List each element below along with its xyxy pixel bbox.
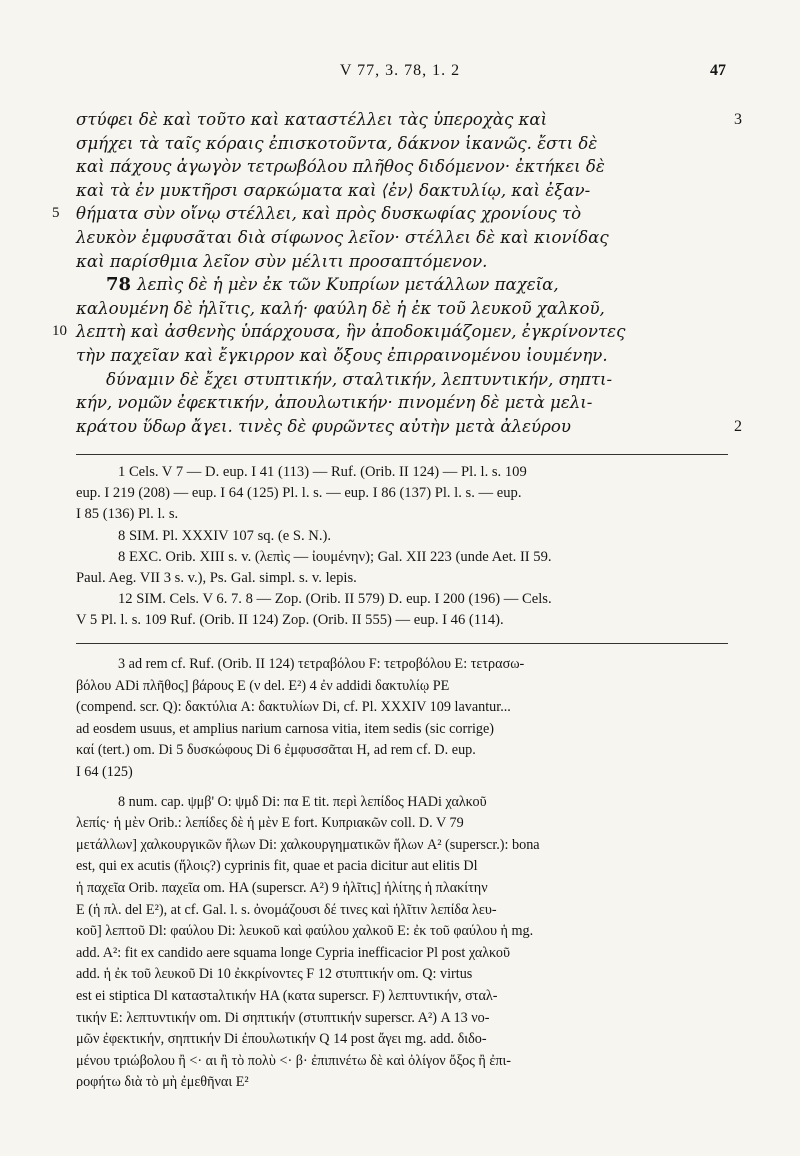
text-line-content [76,202,581,226]
text-line-content [76,344,608,368]
testimonia-line: 12 SIM. Cels. V 6. 7. 8 — Zop. (Orib. II 579) D. eup. I 200 (196) — Cels. [118,591,552,608]
text-line [76,415,742,439]
text-line [76,368,716,392]
text-line-content [76,226,609,250]
testimonia-rule [76,454,728,455]
apparatus-line: κοῦ] λεπτοῦ Dl: φαύλου Di: λευκοῦ καὶ φαύλου χαλκοῦ E: ἐκ τοῦ φαύλου ἡ mg. [76,923,534,940]
text-line [76,344,716,368]
text-line-content [76,297,605,321]
testimonia-line: 1 Cels. V 7 — D. eup. I 41 (113) — Ruf. (Orib. II 124) — Pl. l. s. 109 [118,464,527,480]
apparatus-line: ἡ παχεῖα Orib. παχεῖα om. HA (superscr. A²) 9 ἡλῖτις] ἡλίτης ἡ πλακίτην [76,879,488,896]
line-text: καλουμένη δὲ ἡλῖτις, καλή· φαύλη δὲ ἡ ἐκ τοῦ λευκοῦ χαλκοῦ, [76,298,605,318]
text-line-content [76,132,597,156]
apparatus-line: ροφήτω διὰ τὸ μὴ ἐμεθῆναι E² [76,1074,249,1091]
apparatus-line: add. ἡ ἐκ τοῦ λευκοῦ Di 10 ἐκκρίνοντες F 12 στυπτικήν om. Q: virtus [76,966,473,983]
line-text: σμήχει τὰ ταῖς κόραις ἐπισκοτοῦντα, δάκνον ἱκανῶς. ἔστι δὲ [76,133,598,153]
text-line [76,297,716,321]
line-text: στύφει δὲ καὶ τοῦτο καὶ καταστέλλει τὰς ὑπεροχὰς καὶ [76,110,548,129]
running-head: V 77, 3. 78, 1. 2 [339,62,461,79]
page-number: 47 [710,62,726,79]
text-line [52,202,716,226]
line-text: λεπὶς δὲ ἡ μὲν ἐκ τῶν Κυπρίων μετάλλων παχεῖα, [137,275,559,295]
text-line [76,226,716,250]
apparatus-line: βόλου ADi πλῆθος] βάρους E (ν del. E²) 4 ἐν addidi δακτυλίῳ PE [76,677,450,694]
line-number: 5 [52,205,60,222]
chapter-number: 78 [106,274,132,296]
apparatus-line: μῶν ἐφεκτικήν, σηπτικήν Di ἐπουλωτικήν Q 14 post ἄγει mg. add. διδο- [76,1031,487,1048]
text-line [76,108,742,132]
apparatus-line: τικήν E: λεπτυντικήν om. Di σηπτικήν (στυπτικήν superscr. A²) A 13 νο- [76,1009,490,1026]
line-text: κήν, νομῶν ἐφεκτικήν, ἀπουλωτικήν· πινομένη δὲ μετὰ μελι- [76,393,593,413]
text-line-content [76,250,487,274]
text-line-content [76,320,625,344]
apparatus-line: μετάλλων] χαλκουργικῶν ἥλων Di: χαλκουργηματικῶν ἥλων A² (superscr.): bona [76,836,540,853]
margin-reference: 2 [734,417,742,435]
text-line-content [76,391,592,415]
apparatus-line: I 64 (125) [76,763,133,780]
apparatus-line: 8 num. cap. ψμβ' O: ψμδ Di: πα E tit. περὶ λεπίδος HADi χαλκοῦ [118,793,487,810]
line-text: λευκὸν ἐμφυσᾶται διὰ σίφωνος λεῖον· στέλλει δὲ καὶ κιονίδας [76,227,609,247]
apparatus-line: 3 ad rem cf. Ruf. (Orib. II 124) τετραβόλου F: τετροβόλου E: τετρασω- [118,656,525,672]
testimonia-line: 8 EXC. Orib. XIII s. v. (λεπὶς — ἰουμένην); Gal. XII 223 (unde Aet. II 59. [118,548,552,565]
apparatus-line: καί (tert.) om. Di 5 δυσκώφους Di 6 ἐμφυσσᾶται H, ad rem cf. D. eup. [76,742,476,759]
testimonia-line: V 5 Pl. l. s. 109 Ruf. (Orib. II 124) Zop. (Orib. II 555) — eup. I 46 (114). [76,612,504,629]
text-line [76,155,716,179]
text-line [76,273,716,297]
apparatus-line: λεπίς· ἡ μὲν Orib.: λεπίδες δὲ ἡ μὲν E fort. Κυπριακῶν coll. D. V 79 [76,815,464,832]
margin-reference: 3 [734,111,742,128]
line-text: τὴν παχεῖαν καὶ ἔγκιρρον καὶ ὄξους ἐπιρραινομένου ἰουμένην. [76,345,608,365]
testimonia-apparatus [76,462,716,632]
apparatus-line: ad eosdem usuus, et amplius narium carnosa vitia, item sedis (sic corrige) [76,720,495,737]
text-line [76,179,716,203]
page-header [0,62,800,92]
line-text: καὶ πάχους ἀγωγὸν τετρωβόλου πλῆθος διδόμενον· ἐκτήκει δὲ [76,157,605,177]
testimonia-line: Paul. Aeg. VII 3 s. v.), Ps. Gal. simpl. s. v. lepis. [76,569,357,586]
apparatus-line: μένου τριώβολου ἢ <· αι ἢ τὸ πολὺ <· β· ἐπιπινέτω δὲ καὶ ὀλίγον ὄξος ἢ ἐπι- [76,1052,512,1069]
text-line [76,250,716,274]
line-text: δύναμιν δὲ ἔχει στυπτικήν, σταλτικήν, λεπτυντικήν, σηπτι- [106,369,613,389]
testimonia-line: I 85 (136) Pl. l. s. [76,506,179,523]
text-line [52,320,716,344]
text-line-content [76,273,559,297]
apparatus-line: est ei stiptica Dl καταστaλτικήν HA (κατα superscr. F) λεπτυντικήν, σταλ- [76,987,498,1004]
text-line-content [76,368,612,392]
text-line-content [76,179,590,203]
critical-apparatus [76,654,724,1094]
text-line [76,391,716,415]
line-text: καὶ παρίσθμια λεῖον σὺν μέλιτι προσαπτόμενον. [76,251,488,271]
text-line-content [76,415,571,439]
text-line-content [76,108,547,132]
line-text: κράτου ὕδωρ ἄγει. τινὲς δὲ φυρῶντες αὐτὴν μετὰ ἀλεύρου [76,416,571,436]
line-text: θήματα σὺν οἴνῳ στέλλει, καὶ πρὸς δυσκωφίας χρονίους τὸ [76,204,582,224]
apparatus-spacer [76,784,724,792]
text-line [76,132,716,156]
apparatus-line: (compend. scr. Q): δακτύλια A: δακτυλίων Di, cf. Pl. XXXIV 109 lavantur... [76,699,511,716]
critical-apparatus-rule [76,643,728,644]
testimonia-line: 8 SIM. Pl. XXXIV 107 sq. (e S. N.). [118,527,331,544]
apparatus-line: E (ἡ πλ. del E²), at cf. Gal. l. s. ὀνομάζουσι δέ τινες καὶ ἡλῖτιν λεπίδα λευ- [76,901,497,918]
apparatus-line: est, qui ex acutis (ἥλοις?) cyprinis fit, quae et pacia dicitur aut elitis Dl [76,858,478,875]
line-text: λεπτὴ καὶ ἀσθενὴς ὑπάρχουσα, ἣν ἀποδοκιμάζομεν, ἐγκρίνοντες [76,322,626,342]
main-text [52,108,742,438]
line-text: καὶ τὰ ἐν μυκτῆρσι σαρκώματα καὶ ⟨ἐν⟩ δακτυλίῳ, καὶ ἐξαν- [76,180,591,200]
line-number: 10 [52,323,67,340]
testimonia-line: eup. I 219 (208) — eup. I 64 (125) Pl. l. s. — eup. I 86 (137) Pl. l. s. — eup. [76,485,522,502]
text-line-content [76,155,605,179]
apparatus-line: add. A²: fit ex candido aere squama longe Cypria inefficacior Pl post χαλκοῦ [76,944,510,961]
